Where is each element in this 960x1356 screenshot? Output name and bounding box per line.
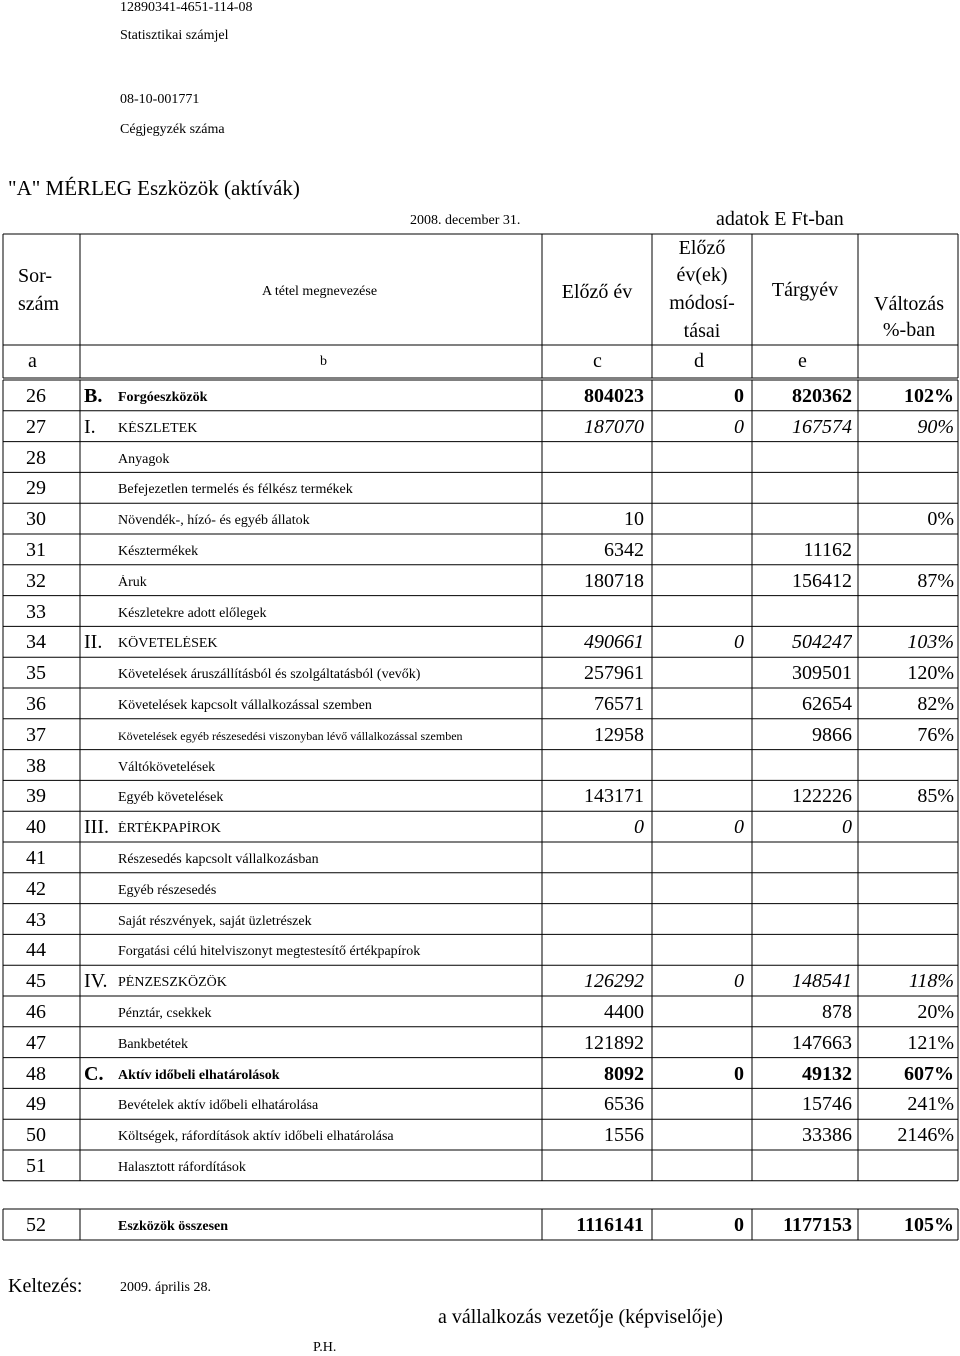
row-prev-year: 1116141	[576, 1214, 644, 1236]
row-number: 30	[26, 508, 46, 531]
table-row	[0, 1209, 960, 1240]
row-number: 46	[26, 1001, 46, 1023]
row-number: 44	[26, 939, 46, 962]
table-row	[0, 565, 960, 596]
table-row	[0, 411, 960, 442]
table-row	[0, 904, 960, 935]
row-current-year: 33386	[802, 1124, 852, 1147]
table-row	[0, 380, 960, 411]
row-section: I.	[84, 415, 96, 438]
ph-label: P.H.	[313, 1340, 337, 1355]
row-change-pct: 120%	[907, 662, 954, 685]
header-mod-2: év(ek)	[676, 264, 728, 286]
row-change-pct: 105%	[904, 1214, 954, 1236]
row-modification: 0	[734, 816, 744, 839]
row-change-pct: 90%	[917, 415, 954, 438]
stat-number: 12890341-4651-114-08	[120, 0, 253, 15]
row-current-year: 167574	[792, 415, 852, 438]
header-curr: Tárgyév	[771, 279, 839, 301]
row-name: Váltókövetelések	[118, 759, 216, 775]
table-row	[0, 442, 960, 473]
col-letter-e: e	[798, 350, 807, 372]
table-row	[0, 534, 960, 565]
row-section: II.	[84, 631, 103, 654]
header-name: A tétel megnevezése	[262, 284, 378, 299]
row-current-year: 1177153	[783, 1214, 852, 1236]
row-prev-year: 12958	[594, 723, 644, 746]
reg-number: 08-10-001771	[120, 92, 200, 107]
row-current-year: 9866	[812, 723, 852, 746]
row-name: Bevételek aktív időbeli elhatárolása	[118, 1098, 319, 1114]
row-prev-year: 6536	[604, 1093, 644, 1116]
table-row	[0, 719, 960, 750]
col-letter-d: d	[694, 350, 704, 372]
row-current-year: 15746	[802, 1093, 852, 1116]
row-number: 42	[26, 877, 46, 900]
row-number: 28	[26, 446, 46, 469]
row-current-year: 309501	[792, 662, 852, 685]
table-row	[0, 934, 960, 965]
table-row	[0, 965, 960, 996]
row-name: KÖVETELÉSEK	[118, 636, 218, 652]
table-row	[0, 503, 960, 534]
row-current-year: 156412	[792, 569, 852, 592]
row-modification: 0	[734, 1062, 744, 1085]
row-number: 52	[26, 1214, 46, 1236]
row-current-year: 878	[822, 1001, 852, 1023]
header-sor-2: szám	[18, 293, 60, 315]
row-prev-year: 8092	[604, 1062, 644, 1085]
row-name: Bankbetétek	[118, 1036, 188, 1052]
row-change-pct: 20%	[917, 1001, 954, 1023]
row-name: Részesedés kapcsolt vállalkozásban	[118, 852, 319, 867]
header-change-1: Változás	[874, 293, 944, 315]
row-number: 49	[26, 1093, 46, 1116]
row-number: 47	[26, 1031, 46, 1054]
row-number: 36	[26, 693, 46, 715]
row-modification: 0	[734, 415, 744, 438]
row-name: Egyéb részesedés	[118, 882, 217, 898]
row-change-pct: 85%	[917, 785, 954, 808]
row-name: Pénztár, csekkek	[118, 1006, 212, 1021]
row-current-year: 148541	[792, 970, 852, 993]
row-change-pct: 0%	[927, 508, 954, 531]
row-modification: 0	[734, 970, 744, 993]
date-value: 2009. április 28.	[120, 1280, 211, 1295]
table-row	[0, 842, 960, 873]
table-row	[0, 1150, 960, 1181]
row-name: Készletekre adott előlegek	[118, 605, 267, 621]
row-prev-year: 180718	[584, 569, 644, 592]
header-sor-1: Sor-	[18, 265, 53, 287]
row-number: 35	[26, 662, 46, 685]
row-number: 51	[26, 1155, 46, 1177]
table-row	[0, 657, 960, 688]
row-name: Saját részvények, saját üzletrészek	[118, 913, 312, 929]
table-row	[0, 996, 960, 1027]
row-prev-year: 126292	[584, 970, 644, 993]
row-section: IV.	[84, 970, 108, 993]
row-number: 32	[26, 569, 46, 592]
unit-label: adatok E Ft-ban	[716, 208, 844, 230]
row-number: 50	[26, 1124, 46, 1147]
row-current-year: 504247	[792, 631, 852, 654]
row-current-year: 11162	[803, 539, 852, 561]
row-name: Késztermékek	[118, 544, 199, 559]
row-section: C.	[84, 1062, 104, 1085]
signer-label: a vállalkozás vezetője (képviselője)	[438, 1306, 723, 1328]
row-number: 41	[26, 847, 46, 869]
row-number: 37	[26, 723, 46, 746]
row-name: Eszközök összesen	[118, 1219, 229, 1234]
table-row	[0, 811, 960, 842]
row-name: Költségek, ráfordítások aktív időbeli elhatárolása	[118, 1129, 394, 1145]
row-name: Halasztott ráfordítások	[118, 1160, 246, 1175]
row-name: Aktív időbeli elhatárolások	[118, 1067, 280, 1083]
col-letter-c: c	[593, 350, 602, 372]
row-name: Növendék-, hízó- és egyéb állatok	[118, 513, 310, 529]
date-label: Keltezés:	[8, 1275, 83, 1297]
row-change-pct: 607%	[904, 1062, 954, 1085]
row-prev-year: 121892	[584, 1031, 644, 1054]
row-section: III.	[84, 816, 109, 839]
table-row	[0, 750, 960, 781]
row-number: 40	[26, 816, 46, 839]
row-prev-year: 6342	[604, 539, 644, 561]
row-number: 45	[26, 970, 46, 993]
row-section: B.	[84, 385, 103, 407]
row-name: Befejezetlen termelés és félkész termékek	[118, 482, 353, 498]
row-name: Követelések kapcsolt vállalkozással szemben	[118, 698, 372, 713]
table-row	[0, 1088, 960, 1119]
row-name: KÉSZLETEK	[118, 420, 198, 436]
row-name: Forgatási célú hitelviszonyt megtestesítő értékpapírok	[118, 944, 421, 960]
row-prev-year: 187070	[584, 415, 644, 438]
table-row	[0, 780, 960, 811]
row-change-pct: 103%	[907, 631, 954, 654]
stat-label: Statisztikai számjel	[120, 28, 229, 43]
row-change-pct: 121%	[907, 1031, 954, 1054]
row-prev-year: 0	[634, 816, 644, 839]
row-number: 34	[26, 631, 46, 654]
table-row	[0, 626, 960, 657]
row-number: 38	[26, 754, 46, 777]
row-current-year: 0	[842, 816, 852, 839]
row-modification: 0	[734, 1214, 744, 1236]
table-row	[0, 596, 960, 627]
row-prev-year: 10	[624, 508, 644, 531]
row-number: 48	[26, 1062, 46, 1085]
row-current-year: 147663	[792, 1031, 852, 1054]
col-letter-a: a	[28, 350, 37, 372]
row-name: Követelések egyéb részesedési viszonyban lévő vállalkozással szemben	[118, 728, 463, 743]
row-prev-year: 4400	[604, 1001, 644, 1023]
table-row	[0, 1058, 960, 1089]
row-name: Forgóeszközök	[118, 390, 208, 405]
row-name: Egyéb követelések	[118, 790, 224, 806]
row-change-pct: 87%	[917, 569, 954, 592]
row-current-year: 62654	[802, 693, 852, 715]
row-current-year: 820362	[792, 385, 852, 407]
row-current-year: 49132	[802, 1062, 852, 1085]
header-mod-1: Előző	[678, 237, 726, 259]
row-number: 26	[26, 385, 46, 407]
header-mod-4: tásai	[683, 320, 721, 342]
table-row	[0, 1027, 960, 1058]
row-change-pct: 76%	[917, 723, 954, 746]
row-name: Anyagok	[118, 451, 170, 467]
row-name: PÉNZESZKÖZÖK	[118, 975, 227, 991]
row-name: ÉRTÉKPAPÍROK	[118, 821, 221, 837]
row-number: 29	[26, 477, 46, 500]
row-change-pct: 2146%	[897, 1124, 954, 1147]
row-change-pct: 82%	[917, 693, 954, 715]
header-change-2: %-ban	[882, 319, 936, 341]
row-prev-year: 257961	[584, 662, 644, 685]
row-prev-year: 143171	[584, 785, 644, 808]
row-current-year: 122226	[792, 785, 852, 808]
table-row	[0, 873, 960, 904]
table-row	[0, 688, 960, 719]
table-row	[0, 472, 960, 503]
reg-label: Cégjegyzék száma	[120, 122, 225, 137]
balance-date: 2008. december 31.	[410, 213, 521, 228]
row-modification: 0	[734, 631, 744, 654]
row-number: 39	[26, 785, 46, 808]
header-prev: Előző év	[561, 281, 633, 303]
row-prev-year: 1556	[604, 1124, 644, 1147]
row-number: 43	[26, 908, 46, 931]
col-letter-b: b	[320, 354, 327, 369]
row-name: Áruk	[118, 574, 147, 590]
header-mod-3: módosí-	[669, 292, 735, 314]
row-prev-year: 76571	[594, 693, 644, 715]
row-change-pct: 118%	[908, 970, 954, 993]
page-title: "A" MÉRLEG Eszközök (aktívák)	[8, 176, 300, 200]
row-prev-year: 804023	[584, 385, 644, 407]
row-change-pct: 102%	[904, 385, 954, 407]
row-number: 31	[26, 539, 46, 561]
table-row	[0, 1119, 960, 1150]
row-prev-year: 490661	[584, 631, 644, 654]
row-name: Követelések áruszállításból és szolgáltatásból (vevők)	[118, 667, 421, 683]
row-modification: 0	[734, 385, 744, 407]
row-change-pct: 241%	[907, 1093, 954, 1116]
row-number: 27	[26, 415, 46, 438]
row-number: 33	[26, 600, 46, 623]
